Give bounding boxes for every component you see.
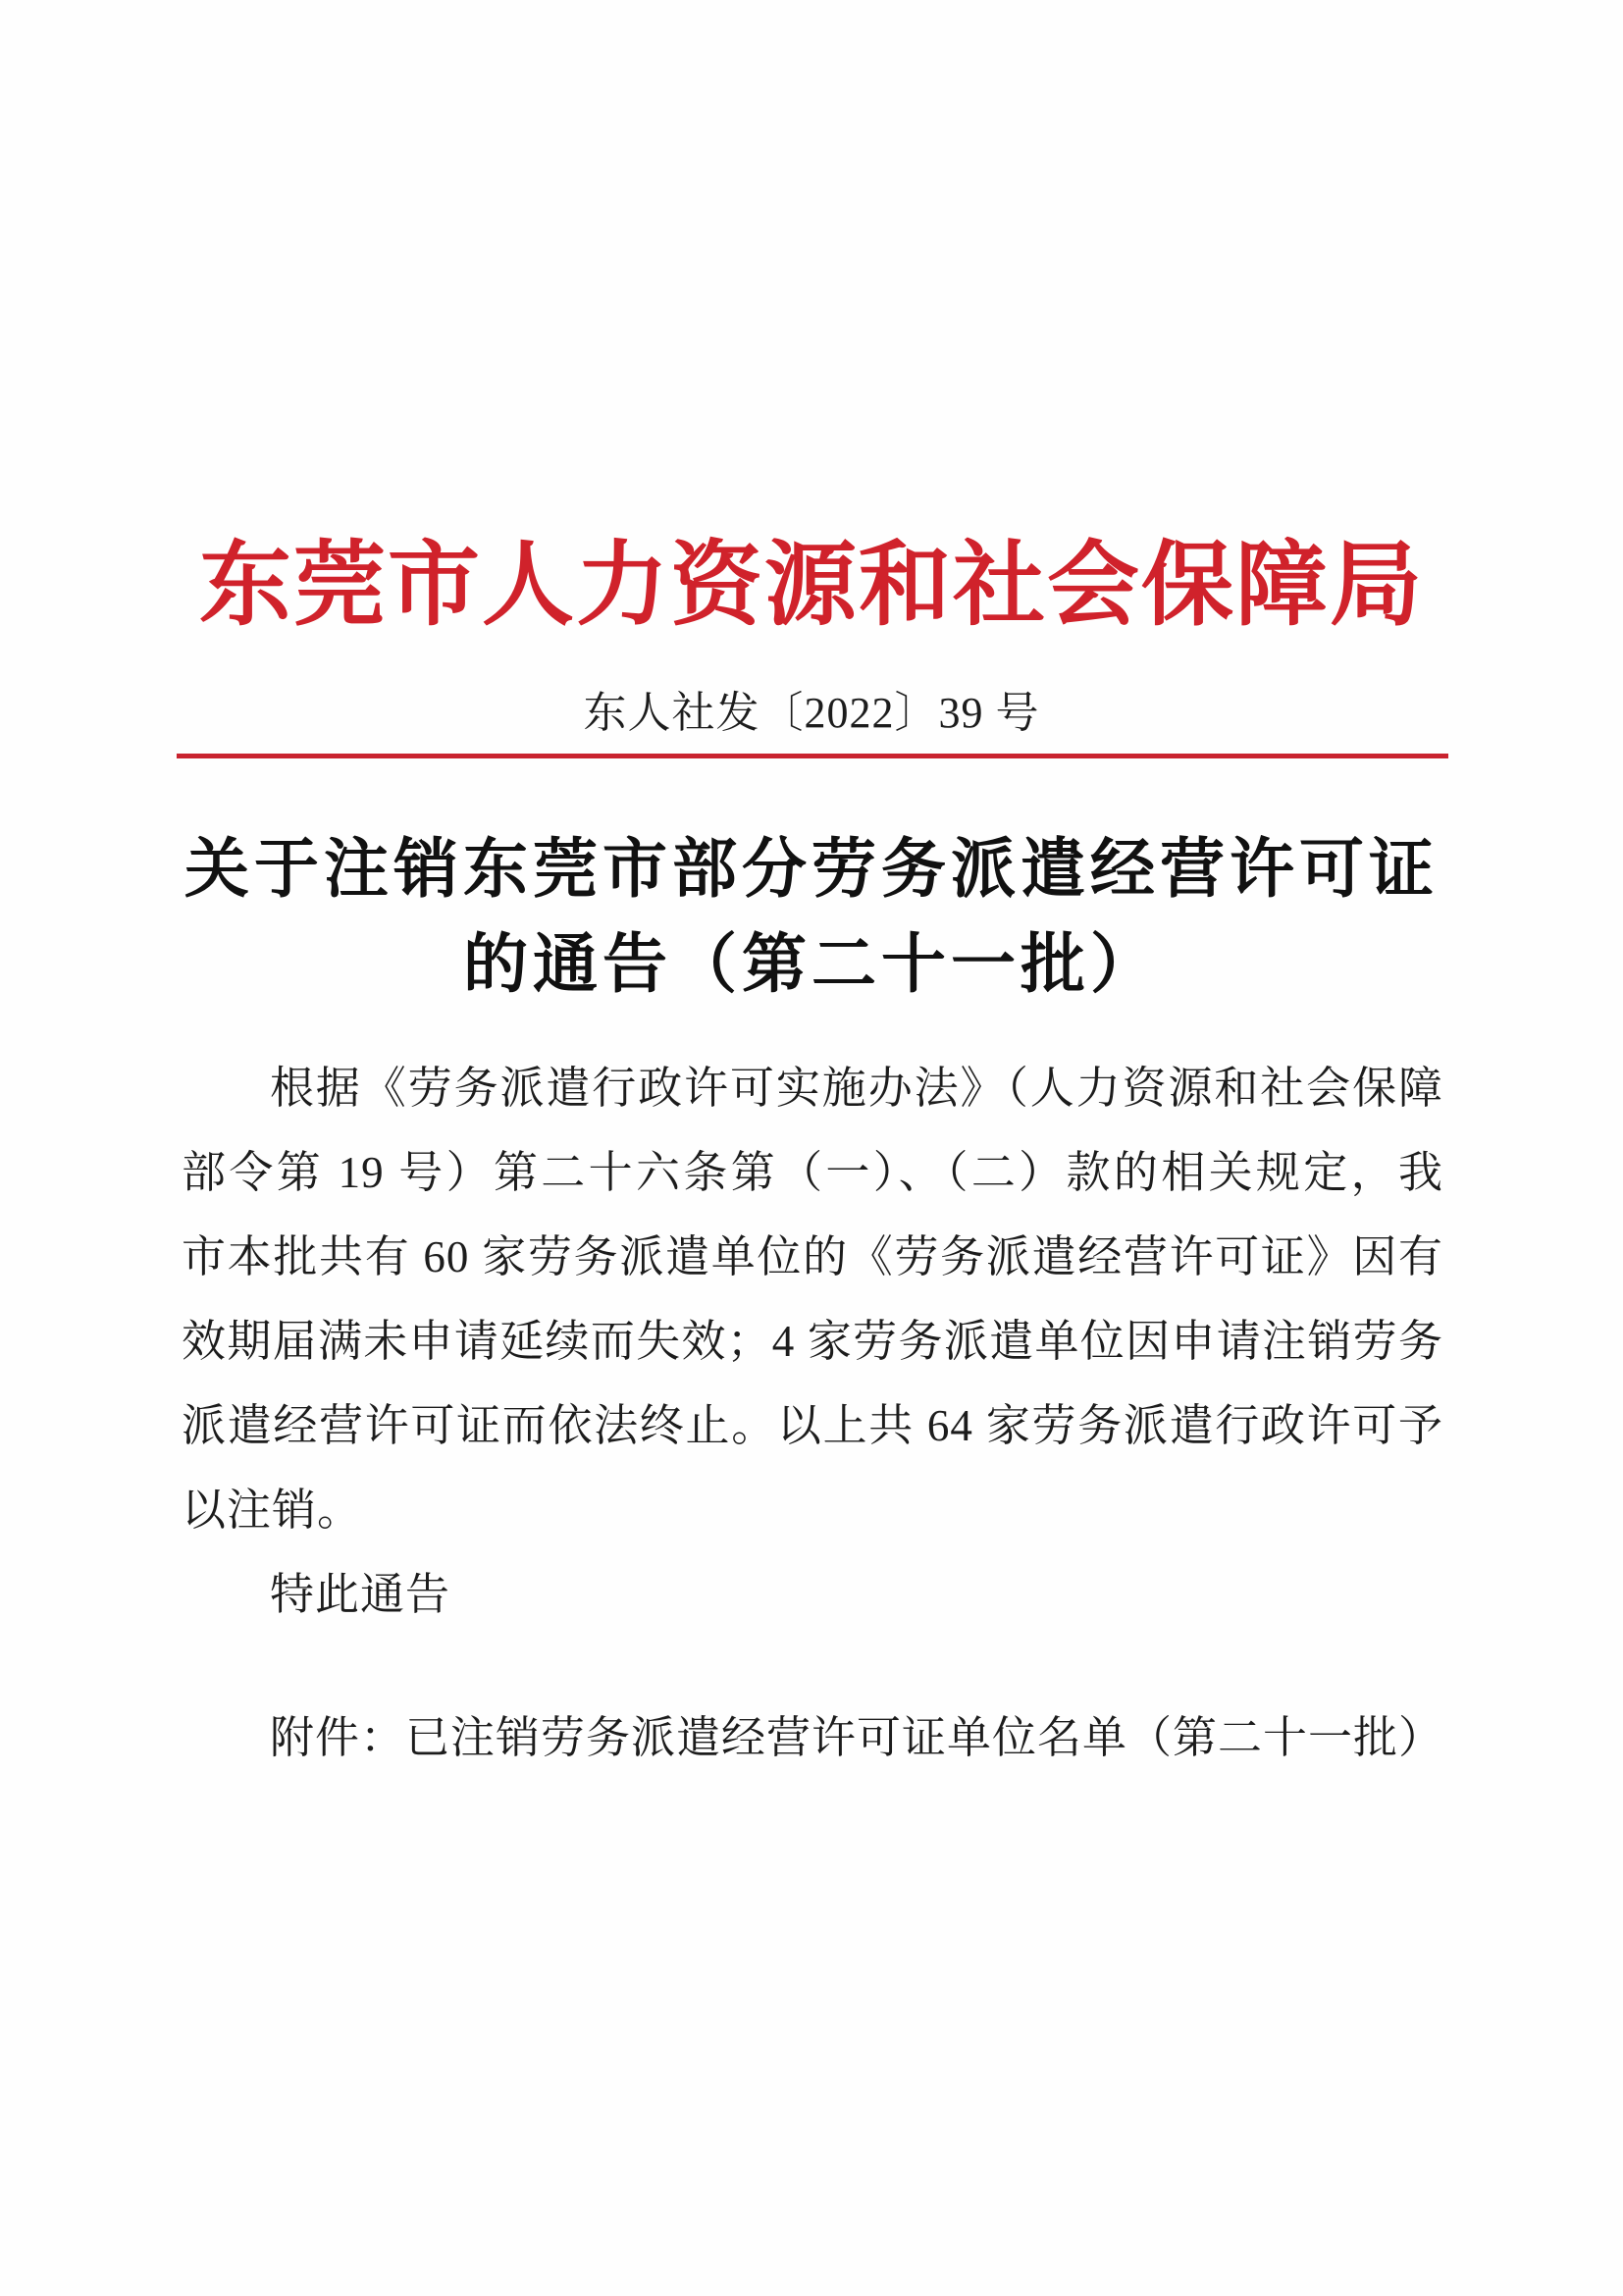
red-header-rule bbox=[177, 754, 1448, 758]
body-line: 派遣经营许可证而依法终止。以上共 64 家劳务派遣行政许可予 bbox=[182, 1401, 1443, 1450]
notice-title-line-2: 的通告（第二十一批） bbox=[463, 929, 1160, 1001]
document-number: 东人社发〔2022〕39 号 bbox=[583, 689, 1040, 737]
body-line: 效期届满未申请延续而失效；4 家劳务派遣单位因申请注销劳务 bbox=[182, 1317, 1443, 1366]
notice-body bbox=[182, 1046, 1443, 1780]
body-line: 根据《劳务派遣行政许可实施办法》（人力资源和社会保障 bbox=[270, 1064, 1443, 1113]
notice-title bbox=[0, 822, 1623, 1013]
attachment-reference: 附件：已注销劳务派遣经营许可证单位名单（第二十一批） bbox=[270, 1713, 1444, 1762]
body-line: 以注销。 bbox=[182, 1486, 363, 1535]
notice-title-line-1: 关于注销东莞市部分劳务派遣经营许可证 bbox=[184, 834, 1439, 906]
body-line: 部令第 19 号）第二十六条第（一）、（二）款的相关规定，我 bbox=[182, 1148, 1443, 1197]
body-line: 市本批共有 60 家劳务派遣单位的《劳务派遣经营许可证》因有 bbox=[182, 1232, 1443, 1281]
closing-statement: 特此通告 bbox=[270, 1570, 451, 1619]
letterhead-agency-title: 东莞市人力资源和社会保障局 bbox=[198, 535, 1424, 637]
